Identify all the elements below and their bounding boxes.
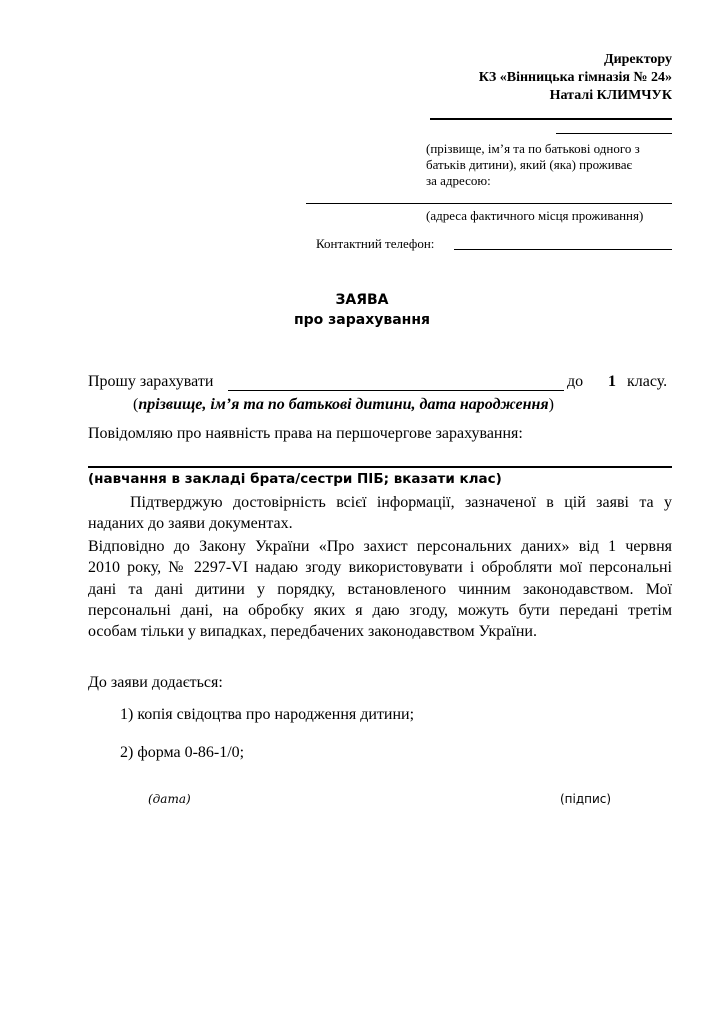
parent-hint-1: (прізвище, ім’я та по батькові одного з bbox=[426, 141, 640, 156]
attachments-label: До заяви додається: bbox=[88, 674, 223, 691]
consent-line-3: дані та дані дитини у порядку, встановленого чинним законодавством. Мої bbox=[88, 581, 672, 598]
phone-line[interactable] bbox=[454, 249, 672, 250]
child-hint-text: прізвище, ім’я та по батькові дитини, дата народження bbox=[138, 396, 549, 413]
parent-hint-2: батьків дитини), який (яка) проживає bbox=[426, 157, 633, 172]
consent-line-5: особам тільки у випадках, передбачених законодавством України. bbox=[88, 623, 537, 640]
recipient-school: КЗ «Вінницька гімназія № 24» bbox=[478, 70, 672, 85]
recipient-title: Директору bbox=[603, 52, 672, 67]
document-subtitle: про зарахування bbox=[293, 312, 431, 328]
request-to: до bbox=[567, 373, 584, 390]
consent-line-2: 2010 року, № 2297-VI надаю згоду використовувати і обробляти мої персональні bbox=[88, 559, 672, 576]
recipient-name: Наталі КЛИМЧУК bbox=[549, 88, 672, 103]
attachment-item-1: 1) копія свідоцтва про народження дитини; bbox=[120, 706, 415, 723]
signature-label: (підпис) bbox=[560, 792, 612, 806]
phone-label: Контактний телефон: bbox=[316, 236, 435, 251]
consent-line-1: Відповідно до Закону України «Про захист персональних даних» від 1 червня bbox=[88, 538, 672, 555]
consent-line-4: персональні дані, на обробку яких я даю згоду, можуть бути передані третім bbox=[88, 602, 672, 619]
child-hint: (прізвище, ім’я та по батькові дитини, дата народження) bbox=[133, 396, 554, 413]
request-grade: 1 bbox=[608, 373, 616, 390]
address-line[interactable] bbox=[306, 203, 672, 204]
request-class-word: класу. bbox=[627, 373, 668, 390]
confirm-line-2: наданих до заяви документах. bbox=[88, 515, 293, 532]
date-label: (дата) bbox=[148, 792, 191, 806]
attachment-item-2: 2) форма 0-86-1/0; bbox=[120, 744, 245, 761]
priority-text: Повідомляю про наявність права на першочергове зарахування: bbox=[88, 425, 523, 442]
parent-name-line-1[interactable] bbox=[430, 118, 672, 120]
priority-line[interactable] bbox=[88, 466, 672, 468]
child-name-line[interactable] bbox=[228, 390, 564, 391]
request-prefix: Прошу зарахувати bbox=[88, 373, 214, 390]
address-hint: (адреса фактичного місця проживання) bbox=[426, 208, 644, 223]
document-title: ЗАЯВА bbox=[335, 292, 389, 308]
parent-name-line-2[interactable] bbox=[556, 133, 672, 134]
priority-hint: (навчання в закладі брата/сестри ПІБ; вказати клас) bbox=[88, 471, 502, 487]
confirm-line-1: Підтверджую достовірність всієї інформації, зазначеної в цій заяві та у bbox=[130, 494, 672, 511]
parent-hint-3: за адресою: bbox=[426, 173, 491, 188]
